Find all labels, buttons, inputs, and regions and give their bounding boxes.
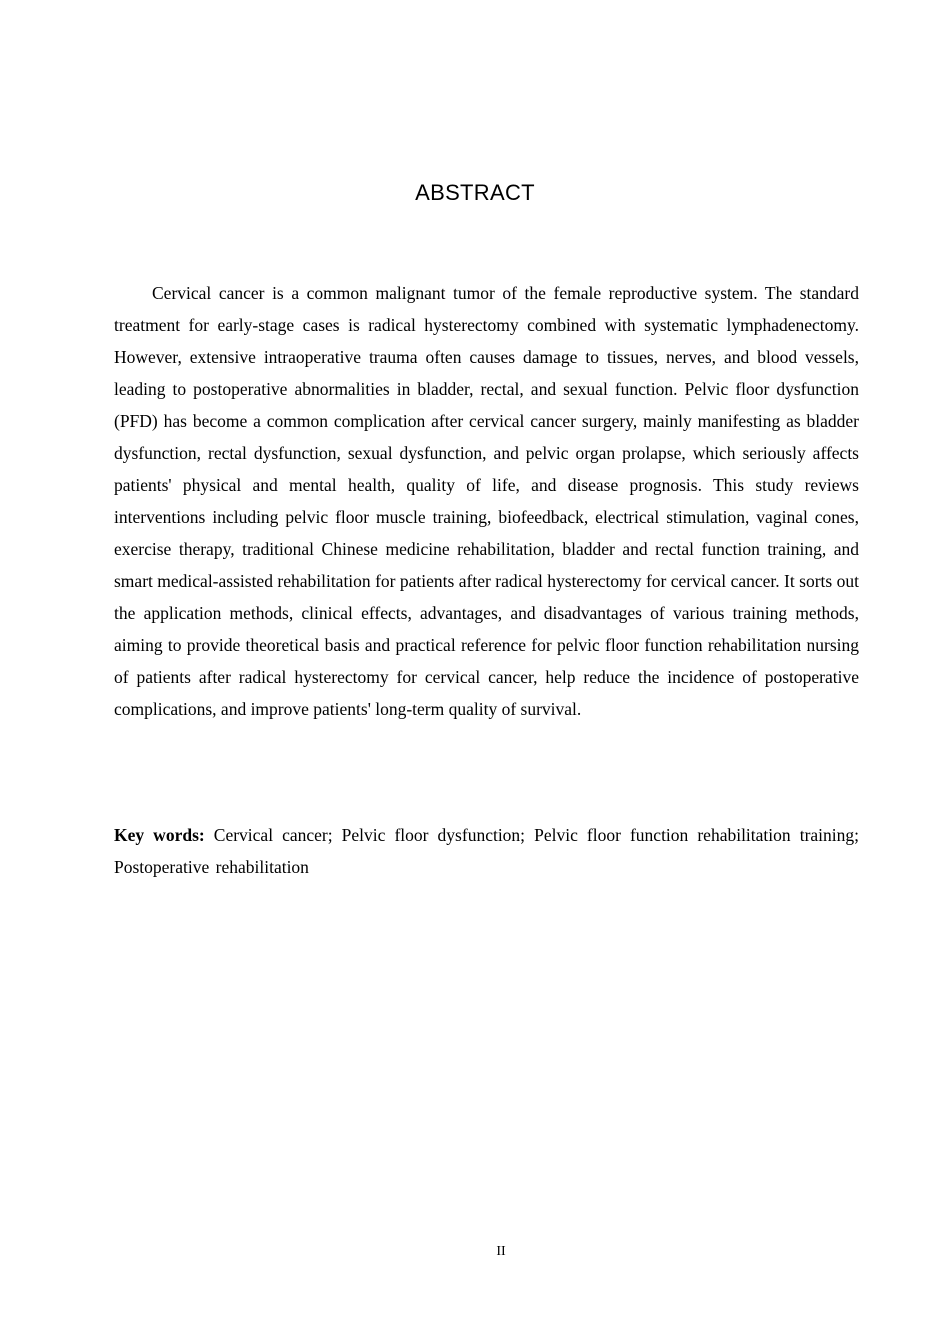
keywords-list: Cervical cancer; Pelvic floor dysfunction; Pelvic floor function rehabilitation training; Postoperative rehabilitation (114, 825, 860, 877)
abstract-paragraph: Cervical cancer is a common malignant tumor of the female reproductive system. The standard treatment for early-stage cases is radical hysterectomy combined with systematic lymphadenectomy. However, extensive intraoperative trauma often causes damage to tissues, nerves, and blood vessels, leading to postoperative abnormalities in bladder, rectal, and sexual function. Pelvic floor dysfunction (PFD) has become a common complication after cervical cancer surgery, mainly manifesting as bladder dysfunction, rectal dysfunction, sexual dysfunction, and pelvic organ prolapse, which seriously affects patients' physical and mental health, quality of life, and disease prognosis. This study reviews interventions including pelvic floor muscle training, biofeedback, electrical stimulation, vaginal cones, exercise therapy, traditional Chinese medicine rehabilitation, bladder and rectal function training, and smart medical-assisted rehabilitation for patients after radical hysterectomy for cervical cancer. It sorts out the application methods, clinical effects, advantages, and disadvantages of various training methods, aiming to provide theoretical basis and practical reference for pelvic floor function rehabilitation nursing of patients after radical hysterectomy for cervical cancer, help reduce the incidence of postoperative complications, and improve patients' long-term quality of survival. (114, 283, 859, 719)
keywords-line (114, 819, 859, 883)
page-number: II (496, 1244, 506, 1259)
keywords-label: Key words: (114, 825, 205, 845)
page-title: ABSTRACT (415, 180, 535, 205)
